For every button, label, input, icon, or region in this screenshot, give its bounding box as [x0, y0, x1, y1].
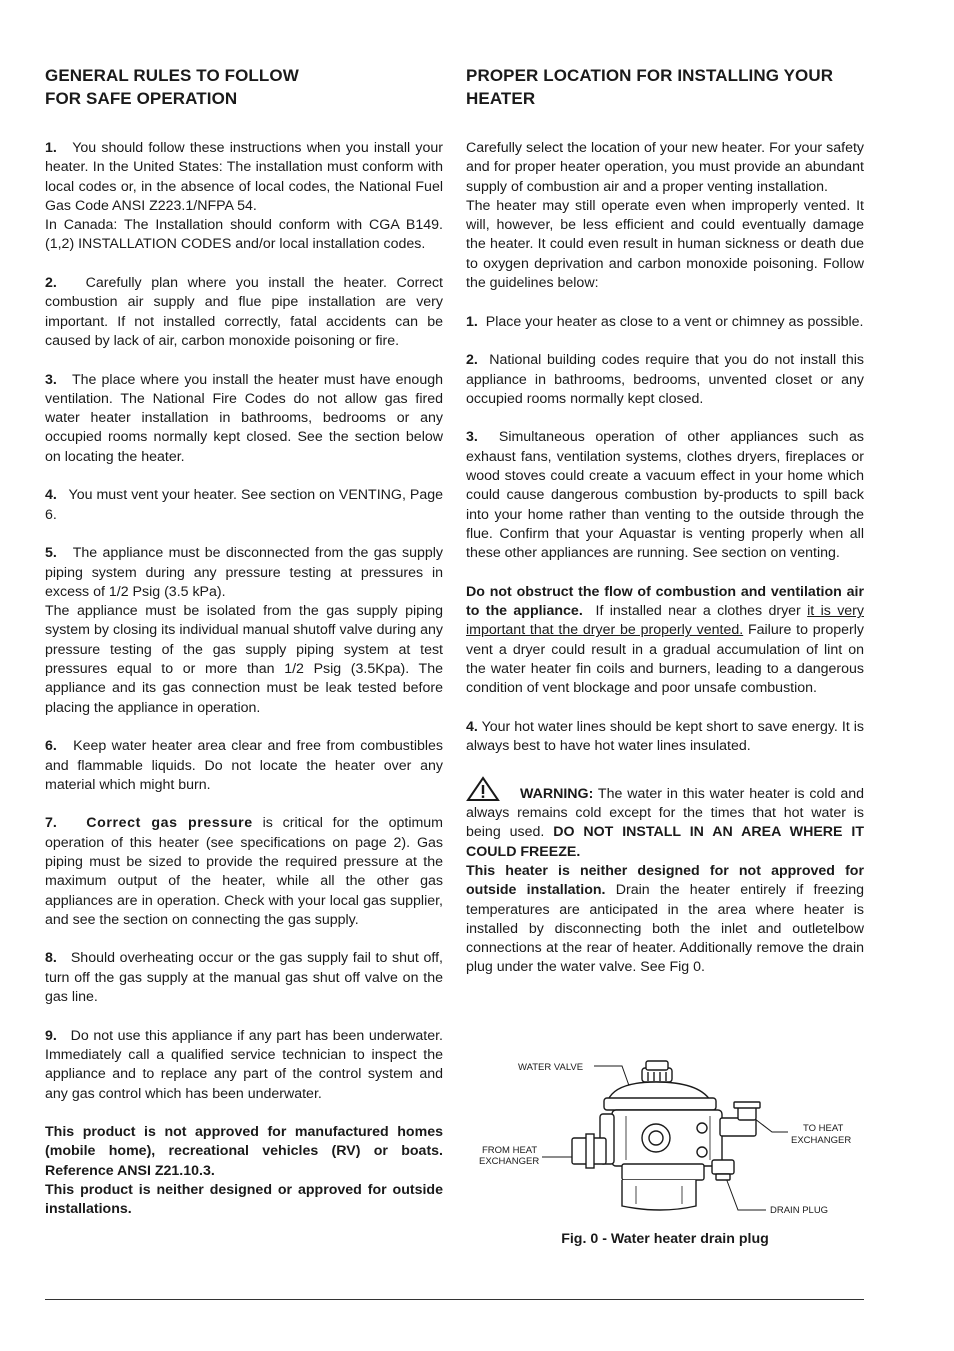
obstruction-paragraph: Do not obstruct the flow of combustion and ventilation air to the appliance. If installed near a clothes dryer it is very important that the dryer be properly vented. Failure to properly vent a dryer could result in a gradual accumulation of lint on the water heater fin coils and burners, leading to a dangerous condition of vent blockage and poor unsafe combustion.: [466, 583, 865, 697]
rule-5: 5. The appliance must be disconnected from the gas supply piping system during any pressure testing at pressures in excess of 1/2 Psig (3.5 kPa).: [45, 545, 443, 600]
heading-line-1: PROPER LOCATION FOR INSTALLING YOUR: [466, 66, 834, 85]
rule-1: 1. You should follow these instructions when you install your heater. In the United States: The installation must conform with local codes or, in the absence of local codes, the National Fuel Gas Code ANSI Z223.1/NFPA 54.: [45, 140, 443, 214]
label-drain-plug: DRAIN PLUG: [770, 1205, 829, 1216]
rule-7: 7. Correct gas pressure is critical for the optimum operation of this heater (see specifications on page 2). Gas piping must be sized to provide the required pressure at the maximum output of the heater, while all the other gas appliances are in operation. Check with your local gas supplier, and see the section on connecting the gas supply.: [45, 815, 443, 928]
rule-3: 3. The place where you install the heater must have enough ventilation. The National Fire Codes do not allow gas fired water heater installation in bathrooms, bedrooms or any occupied rooms normally kept closed. See the section below on locating the heater.: [45, 371, 443, 465]
mobile-home-notice: This product is not approved for manufactured homes (mobile home), recreational vehicles (RV) or boats. Reference ANSI Z21.10.3.: [45, 1124, 443, 1179]
guideline-1: 1. Place your heater as close to a vent or chimney as possible.: [466, 313, 864, 330]
footer-rule: [45, 1299, 864, 1300]
right-column: [466, 64, 864, 978]
guideline-4: 4. Your hot water lines should be kept short to save energy. It is always best to have hot water lines insulated.: [466, 718, 865, 755]
warning-paragraph: WARNING: The water in this water heater is cold and always remains cold except for the times that hot water is being used. DO NOT INSTALL IN AN AREA WHERE IT COULD FREEZE.: [466, 776, 864, 862]
label-water-valve: WATER VALVE: [518, 1062, 584, 1073]
rule-6: 6. Keep water heater area clear and free from combustibles and flammable liquids. Do not locate the heater over any material which might burn.: [45, 738, 444, 793]
guideline-2: 2. National building codes require that you do not install this appliance in bathrooms, bedrooms, unvented closet or any occupied rooms normally kept closed.: [466, 352, 864, 407]
rule-8: 8. Should overheating occur or the gas supply fail to shut off, turn off the gas supply at the manual gas shut off valve on the gas line.: [45, 950, 443, 1006]
left-column: [45, 64, 443, 1220]
warning-triangle-icon: [466, 776, 500, 802]
label-from-heat-2: EXCHANGER: [479, 1156, 540, 1167]
rule-9: 9. Do not use this appliance if any part has been underwater. Immediately call a qualified service technician to inspect the appliance and to replace any part of the control system and any gas control which has been underwater.: [45, 1027, 443, 1102]
outside-installation-notice: This product is neither designed or approved for outside installations.: [45, 1182, 443, 1218]
heading-line-2: HEATER: [466, 89, 536, 108]
label-to-heat-2: EXCHANGER: [791, 1135, 852, 1146]
intro-paragraph-2: The heater may still operate even when improperly vented. It will, however, be less efficient and could eventually damage the heater. It could even result in human sickness or death due to oxygen deprivation and carbon monoxide poisoning. Follow the guidelines below:: [466, 197, 864, 292]
rule-5-isolation: The appliance must be isolated from the gas supply piping system by closing its individual manual shutoff valve during any pressure testing of the gas supply piping system at test pressures equal to or more than 1/2 Psig (3.5Kpa). The appliance and its gas connection must be leak tested before placing the appliance in operation.: [45, 603, 443, 716]
intro-paragraph: Carefully select the location of your new heater. For your safety and for proper heater operation, you must provide an abundant supply of combustion air and a proper venting installation.: [466, 140, 864, 195]
heading-line-1: GENERAL RULES TO FOLLOW: [45, 66, 299, 85]
heading-line-2: FOR SAFE OPERATION: [45, 89, 238, 108]
location-heading: [466, 64, 864, 110]
rule-1-canada: In Canada: The Installation should conform with CGA B149.(1,2) INSTALLATION CODES and/or local installation codes.: [45, 217, 443, 253]
rule-2: 2. Carefully plan where you install the heater. Correct combustion air supply and flue pipe installation are very important. If not installed correctly, fatal accidents can be caused by lack of air, carbon monoxide poisoning or fire.: [45, 275, 443, 349]
water-valve-figure: [476, 1056, 866, 1218]
label-from-heat-1: FROM HEAT: [482, 1145, 538, 1156]
water-valve-drawing: [476, 1056, 866, 1218]
safety-rules-heading: [45, 64, 443, 110]
outside-installation-paragraph: This heater is neither designed for not approved for outside installation. Drain the heater entirely if freezing temperatures are anticipated in the area where heater is installed by disconnecting both the inlet and outletelbow connections at the rear of heater. Additionally remove the drain plug under the water valve. See Fig 0.: [466, 862, 864, 976]
label-to-heat-1: TO HEAT: [803, 1123, 844, 1134]
rule-4: 4. You must vent your heater. See section on VENTING, Page 6.: [45, 487, 443, 523]
guideline-3: 3. Simultaneous operation of other appliances such as exhaust fans, ventilation systems, clothes dryers, fireplaces or wood stoves could create a vacuum effect in your home which could cause dangerous combustion by-products to spill back into your home rather than venting to the outside through the flue. Confirm that your Aquastar is venting properly when all these other appliances are running. See section on venting.: [466, 429, 865, 562]
figure-caption: Fig. 0 - Water heater drain plug: [561, 1231, 769, 1247]
